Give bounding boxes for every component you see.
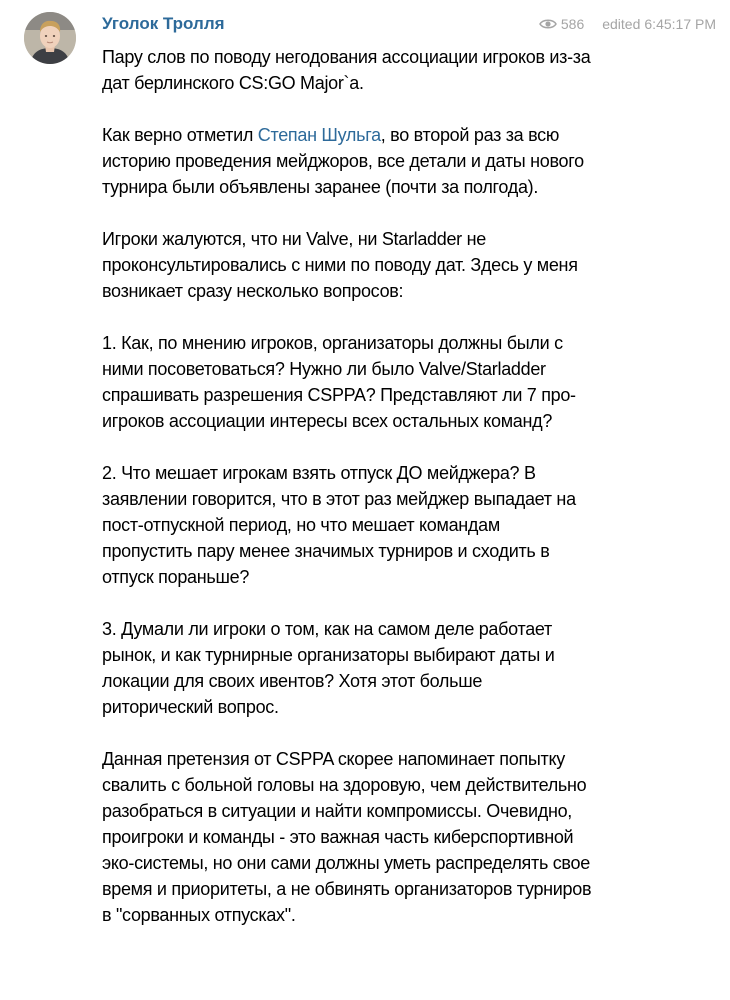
mention-link[interactable]: Степан Шульга [257, 125, 381, 145]
avatar[interactable] [24, 12, 76, 64]
paragraph-complaint: Игроки жалуются, что ни Valve, ни Starladder не проконсультировались с ними по поводу дат. Здесь у меня возникает сразу несколько вопросов: [102, 229, 578, 301]
channel-name[interactable]: Уголок Тролля [102, 14, 225, 33]
paragraph-mention-after: , во второй раз за всю историю проведения мейджоров, все детали и даты нового турнира были объявлены заранее (почти за полгода). [102, 125, 584, 197]
paragraph-mention [102, 122, 592, 200]
post-text [102, 44, 592, 928]
post-header [102, 14, 716, 40]
post-time: 6:45:17 PM [644, 16, 716, 32]
paragraph-question-1: 1. Как, по мнению игроков, организаторы должны были с ними посоветоваться? Нужно ли было Valve/Starladder спрашивать разрешения CSPPA? Представляют ли 7 про-игроков ассоциации интересы всех остальных команд? [102, 333, 576, 431]
paragraph-mention-before: Как верно отметил [102, 125, 258, 145]
post-meta [539, 16, 716, 32]
eye-icon [539, 18, 557, 30]
avatar-image [24, 12, 76, 64]
paragraph-question-2: 2. Что мешает игрокам взять отпуск ДО мейджера? В заявлении говорится, что в этот раз мейджер выпадает на пост-отпускной период, но что мешает командам пропустить пару менее значимых турниров и сходить в отпуск пораньше? [102, 463, 576, 587]
views-count: 586 [560, 16, 585, 32]
paragraph-question-3: 3. Думали ли игроки о том, как на самом деле работает рынок, и как турнирные организаторы выбирают даты и локации для своих ивентов? Хотя этот больше риторический вопрос. [102, 619, 555, 717]
edited-label: edited [602, 16, 641, 32]
paragraph-intro: Пару слов по поводу негодования ассоциации игроков из-за дат берлинского CS:GO Major`a. [102, 47, 591, 93]
paragraph-conclusion: Данная претензия от CSPPA скорее напоминает попытку свалить с больной головы на здоровую, чем действительно разобраться в ситуации и найти компромиссы. Очевидно, проигроки и команды - это важная часть киберспортивной эко-системы, но они сами должны уметь распределять свое время и приоритеты, а не обвинять организаторов турниров в "сорванных отпусках". [102, 749, 592, 925]
